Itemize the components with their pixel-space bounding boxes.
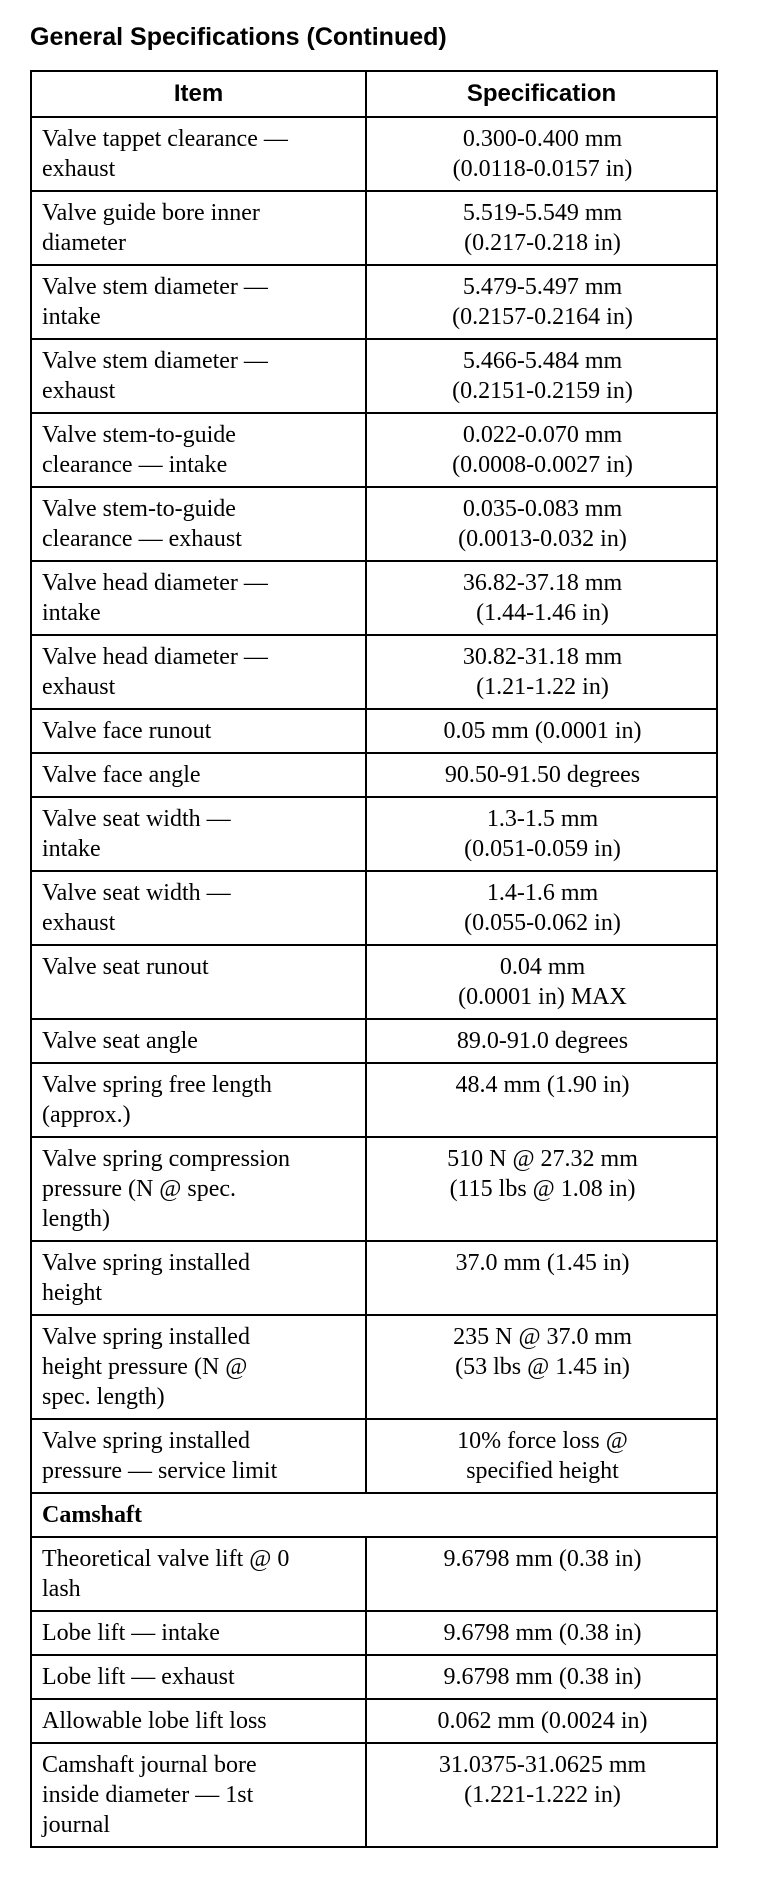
- specification-cell: [366, 1699, 717, 1743]
- item-cell: [31, 1611, 366, 1655]
- specification-text-line: (1.44-1.46 in): [476, 600, 609, 626]
- specifications-table: [30, 70, 718, 1848]
- table-row: [31, 1241, 717, 1315]
- table-row: [31, 1611, 717, 1655]
- specification-cell: [366, 1743, 717, 1847]
- table-row: [31, 797, 717, 871]
- item-text-line: journal: [42, 1812, 110, 1838]
- item-text-line: Valve spring installed: [42, 1324, 250, 1350]
- item-text-line: Valve stem diameter —: [42, 274, 268, 300]
- specification-text-line: (1.221-1.222 in): [464, 1782, 621, 1808]
- specification-cell: [366, 1611, 717, 1655]
- specification-text-line: 36.82-37.18 mm: [462, 570, 623, 596]
- item-cell: [31, 753, 366, 797]
- item-text-line: intake: [42, 836, 101, 862]
- item-text-line: exhaust: [42, 156, 116, 182]
- table-row: [31, 561, 717, 635]
- specification-cell: [366, 265, 717, 339]
- item-text-line: Allowable lobe lift loss: [42, 1708, 267, 1734]
- item-text-line: Theoretical valve lift @ 0: [42, 1546, 290, 1572]
- specification-cell: [366, 413, 717, 487]
- item-cell: [31, 1019, 366, 1063]
- column-header-specification: Specification: [366, 71, 717, 117]
- specification-text-line: 0.035-0.083 mm: [462, 496, 623, 522]
- table-body: [31, 117, 717, 1847]
- table-row: [31, 117, 717, 191]
- specification-text-line: 89.0-91.0 degrees: [456, 1028, 629, 1054]
- item-cell: [31, 265, 366, 339]
- item-cell: [31, 709, 366, 753]
- item-text-line: clearance — intake: [42, 452, 228, 478]
- specification-text-line: 510 N @ 27.32 mm: [447, 1146, 638, 1172]
- specification-text-line: 37.0 mm (1.45 in): [455, 1250, 630, 1276]
- item-text-line: height: [42, 1280, 102, 1306]
- item-cell: [31, 945, 366, 1019]
- specification-cell: [366, 1019, 717, 1063]
- table-row: [31, 487, 717, 561]
- item-cell: [31, 1537, 366, 1611]
- specification-cell: [366, 1419, 717, 1493]
- table-row: [31, 339, 717, 413]
- item-cell: [31, 1137, 366, 1241]
- specification-cell: [366, 191, 717, 265]
- item-cell: [31, 635, 366, 709]
- specification-text-line: 9.6798 mm (0.38 in): [443, 1546, 642, 1572]
- specification-text-line: 31.0375-31.0625 mm: [438, 1752, 647, 1778]
- item-text-line: lash: [42, 1576, 81, 1602]
- table-row: [31, 191, 717, 265]
- item-text-line: Valve face angle: [42, 762, 201, 788]
- specification-text-line: (0.217-0.218 in): [464, 230, 621, 256]
- item-text-line: Valve head diameter —: [42, 570, 268, 596]
- item-cell: [31, 191, 366, 265]
- item-cell: [31, 1241, 366, 1315]
- table-row: [31, 413, 717, 487]
- specification-text-line: specified height: [466, 1458, 619, 1484]
- specification-text-line: 1.4-1.6 mm: [486, 880, 599, 906]
- item-text-line: Lobe lift — intake: [42, 1620, 220, 1646]
- item-text-line: Valve spring installed: [42, 1428, 250, 1454]
- specification-text-line: (0.055-0.062 in): [464, 910, 621, 936]
- item-text-line: Valve stem-to-guide: [42, 496, 236, 522]
- item-text-line: Valve face runout: [42, 718, 212, 744]
- specification-text-line: (0.2157-0.2164 in): [452, 304, 633, 330]
- specification-text-line: 0.062 mm (0.0024 in): [437, 1708, 648, 1734]
- item-text-line: clearance — exhaust: [42, 526, 242, 552]
- item-text-line: Valve stem-to-guide: [42, 422, 236, 448]
- specification-text-line: 0.05 mm (0.0001 in): [443, 718, 642, 744]
- specification-text-line: 1.3-1.5 mm: [486, 806, 599, 832]
- item-text-line: length): [42, 1206, 110, 1232]
- specification-cell: [366, 797, 717, 871]
- specification-cell: [366, 339, 717, 413]
- specification-text-line: 30.82-31.18 mm: [462, 644, 623, 670]
- specification-cell: [366, 1137, 717, 1241]
- specification-text-line: (53 lbs @ 1.45 in): [455, 1354, 630, 1380]
- table-row: [31, 1537, 717, 1611]
- item-text-line: Valve seat runout: [42, 954, 209, 980]
- item-cell: [31, 1315, 366, 1419]
- specification-text-line: (0.051-0.059 in): [464, 836, 621, 862]
- specification-cell: [366, 117, 717, 191]
- item-cell: [31, 1699, 366, 1743]
- item-cell: [31, 339, 366, 413]
- specification-text-line: 9.6798 mm (0.38 in): [443, 1620, 642, 1646]
- specification-text-line: 90.50-91.50 degrees: [444, 762, 641, 788]
- table-row: [31, 265, 717, 339]
- specification-cell: [366, 1537, 717, 1611]
- table-row: [31, 753, 717, 797]
- item-text-line: height pressure (N @: [42, 1354, 248, 1380]
- item-cell: [31, 487, 366, 561]
- item-text-line: Valve tappet clearance —: [42, 126, 288, 152]
- item-text-line: intake: [42, 600, 101, 626]
- specification-cell: [366, 871, 717, 945]
- item-text-line: Lobe lift — exhaust: [42, 1664, 235, 1690]
- item-cell: [31, 1655, 366, 1699]
- item-cell: [31, 413, 366, 487]
- specification-text-line: 10% force loss @: [457, 1428, 628, 1454]
- table-row: [31, 1315, 717, 1419]
- specification-cell: [366, 1063, 717, 1137]
- item-cell: [31, 1419, 366, 1493]
- specification-text-line: 48.4 mm (1.90 in): [455, 1072, 630, 1098]
- table-row: [31, 635, 717, 709]
- specification-text-line: 9.6798 mm (0.38 in): [443, 1664, 642, 1690]
- specification-text-line: 5.519-5.549 mm: [462, 200, 623, 226]
- item-text-line: exhaust: [42, 910, 116, 936]
- item-text-line: Camshaft journal bore: [42, 1752, 257, 1778]
- specification-text-line: (0.2151-0.2159 in): [452, 378, 633, 404]
- item-text-line: Valve seat width —: [42, 806, 231, 832]
- table-row: [31, 709, 717, 753]
- specification-text-line: (1.21-1.22 in): [476, 674, 609, 700]
- specification-cell: [366, 1315, 717, 1419]
- specification-cell: [366, 561, 717, 635]
- table-row: [31, 945, 717, 1019]
- specification-cell: [366, 753, 717, 797]
- item-cell: [31, 797, 366, 871]
- specification-cell: [366, 1655, 717, 1699]
- item-text-line: pressure — service limit: [42, 1458, 278, 1484]
- table-row: [31, 1019, 717, 1063]
- item-text-line: exhaust: [42, 378, 116, 404]
- specification-text-line: 5.479-5.497 mm: [462, 274, 623, 300]
- specification-cell: [366, 709, 717, 753]
- table-row: [31, 1137, 717, 1241]
- item-cell: [31, 871, 366, 945]
- item-text-line: spec. length): [42, 1384, 165, 1410]
- specification-cell: [366, 1241, 717, 1315]
- item-cell: [31, 117, 366, 191]
- item-text-line: (approx.): [42, 1102, 131, 1128]
- specification-text-line: 0.300-0.400 mm: [462, 126, 623, 152]
- table-row: [31, 1655, 717, 1699]
- table-row: [31, 1063, 717, 1137]
- specification-text-line: (115 lbs @ 1.08 in): [449, 1176, 636, 1202]
- table-row: [31, 1743, 717, 1847]
- item-text-line: Valve spring free length: [42, 1072, 272, 1098]
- item-text-line: Valve seat angle: [42, 1028, 198, 1054]
- specification-cell: [366, 487, 717, 561]
- item-cell: [31, 561, 366, 635]
- item-text-line: intake: [42, 304, 101, 330]
- specification-text-line: (0.0118-0.0157 in): [452, 156, 633, 182]
- specification-text-line: 5.466-5.484 mm: [462, 348, 623, 374]
- specification-cell: [366, 945, 717, 1019]
- section-title: Camshaft: [31, 1493, 717, 1537]
- column-header-item: Item: [31, 71, 366, 117]
- specification-text-line: (0.0013-0.032 in): [458, 526, 627, 552]
- table-header-row: [31, 71, 717, 117]
- specification-text-line: 235 N @ 37.0 mm: [453, 1324, 632, 1350]
- item-text-line: pressure (N @ spec.: [42, 1176, 237, 1202]
- item-cell: [31, 1743, 366, 1847]
- item-text-line: Valve seat width —: [42, 880, 231, 906]
- item-text-line: inside diameter — 1st: [42, 1782, 254, 1808]
- document-page: [30, 0, 720, 1848]
- item-text-line: Valve spring compression: [42, 1146, 290, 1172]
- page-title: General Specifications (Continued): [30, 23, 447, 51]
- item-text-line: Valve stem diameter —: [42, 348, 268, 374]
- table-row: [31, 1419, 717, 1493]
- specification-text-line: (0.0008-0.0027 in): [452, 452, 633, 478]
- item-text-line: Valve spring installed: [42, 1250, 250, 1276]
- item-text-line: exhaust: [42, 674, 116, 700]
- specification-text-line: (0.0001 in) MAX: [458, 984, 627, 1010]
- specification-text-line: 0.04 mm: [499, 954, 586, 980]
- item-cell: [31, 1063, 366, 1137]
- specification-cell: [366, 635, 717, 709]
- item-text-line: Valve head diameter —: [42, 644, 268, 670]
- table-row: [31, 871, 717, 945]
- section-header-row: [31, 1493, 717, 1537]
- table-row: [31, 1699, 717, 1743]
- item-text-line: Valve guide bore inner: [42, 200, 260, 226]
- item-text-line: diameter: [42, 230, 126, 256]
- specification-text-line: 0.022-0.070 mm: [462, 422, 623, 448]
